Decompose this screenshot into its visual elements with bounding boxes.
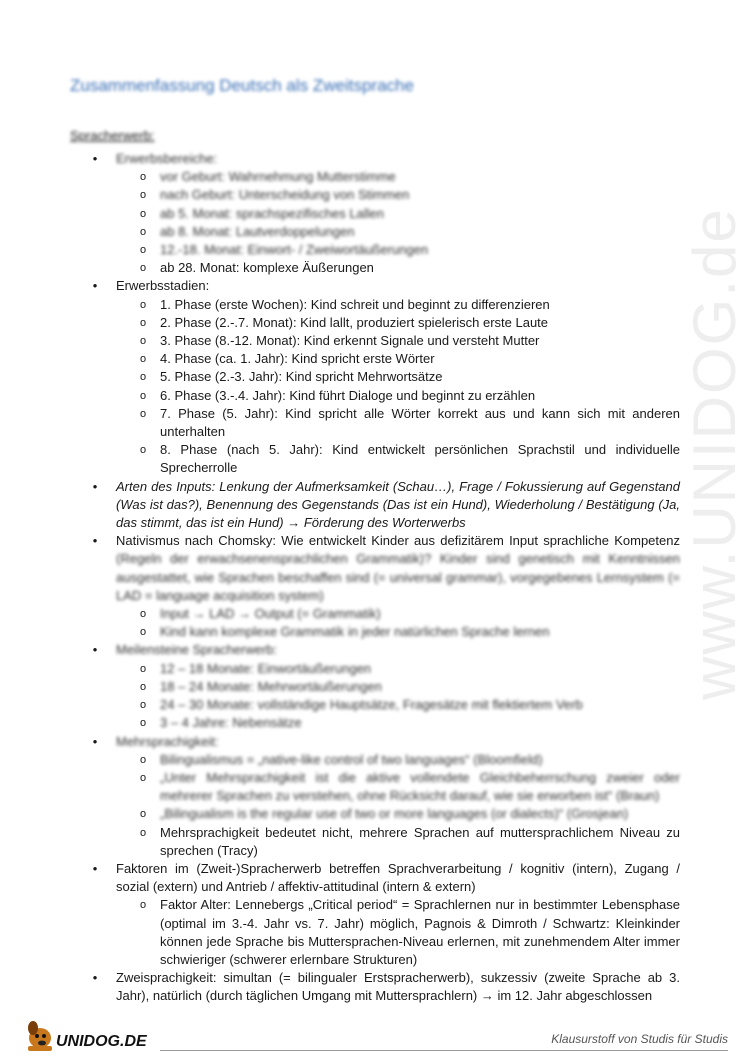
circle-bullet-icon: o: [140, 189, 147, 202]
sub-bullet-item: [90, 205, 680, 223]
sub-bullet-item: [90, 896, 680, 969]
bullet-icon: •: [92, 970, 98, 986]
sub-bullet-item: [90, 332, 680, 350]
item-text: Arten des Inputs: Lenkung der Aufmerksamkeit (Schau…), Frage / Fokussierung auf Gegenstand (Was ist das?), Benennung des Gegenstands (Das ist ein Hund), Wiederholung / Bestätigung (Ja, das stimmt, das ist ein Hund) → Förderung des Worterwerbs: [116, 478, 680, 531]
item-text: Mehrsprachigkeit bedeutet nicht, mehrere Sprachen auf muttersprachlichem Niveau zu sprechen (Tracy): [160, 824, 680, 858]
item-text: Input → LAD → Output (= Grammatik): [160, 606, 381, 622]
sub-bullet-item: [90, 605, 680, 623]
bullet-item: [90, 969, 680, 1005]
item-text: Erwerbsstadien:: [116, 278, 210, 294]
circle-bullet-icon: o: [140, 244, 147, 257]
sub-bullet-item: [90, 387, 680, 405]
watermark: www.UNIDOG.de: [681, 207, 748, 700]
circle-bullet-icon: o: [140, 717, 147, 730]
sub-bullet-item: [90, 368, 680, 386]
sub-bullet-item: [90, 405, 680, 441]
item-text: Zweisprachigkeit: simultan (= bilingualer Erstspracherwerb), sukzessiv (zweite Sprache ab 3. Jahr), natürlich (durch täglichen Umgang mit Muttersprachlern) → im 12. Jahr abgeschlossen: [116, 970, 680, 1004]
bullet-icon: •: [92, 478, 98, 494]
sub-bullet-item: [90, 296, 680, 314]
sub-bullet-item: [90, 714, 680, 732]
footer-tagline: Klausurstoff von Studis für Studis: [551, 1032, 728, 1046]
item-text: 4. Phase (ca. 1. Jahr): Kind spricht erste Wörter: [160, 351, 435, 367]
circle-bullet-icon: o: [140, 298, 147, 311]
sub-bullet-item: [90, 623, 680, 641]
bullet-icon: •: [92, 533, 98, 549]
circle-bullet-icon: o: [140, 899, 147, 912]
bullet-item: [90, 478, 680, 533]
item-text: 18 – 24 Monate: Mehrwortäußerungen: [160, 678, 382, 694]
sub-bullet-item: [90, 805, 680, 823]
item-text: 12 – 18 Monate: Einwortäußerungen: [160, 660, 372, 676]
circle-bullet-icon: o: [140, 262, 147, 275]
circle-bullet-icon: o: [140, 207, 147, 220]
item-text: Meilensteine Spracherwerb:: [116, 642, 278, 658]
bullet-item: [90, 277, 680, 295]
item-text: Nativismus nach Chomsky: Wie entwickelt Kinder aus defizitärem Input sprachliche Kompetenz: [116, 533, 680, 549]
sub-bullet-item: [90, 314, 680, 332]
circle-bullet-icon: o: [140, 608, 147, 621]
item-text-continued: (Regeln der erwachsenensprachlichen Grammatik)? Kinder sind genetisch mit Kenntnissen ausgestattet, wie Sprachen beschaffen sind (= universal grammar), vorgegebenes Lernsystem (= LAD = language acquisition system): [116, 551, 680, 603]
item-text: nach Geburt: Unterscheidung von Stimmen: [160, 187, 410, 203]
circle-bullet-icon: o: [140, 699, 147, 712]
circle-bullet-icon: o: [140, 753, 147, 766]
sub-bullet-item: [90, 824, 680, 860]
circle-bullet-icon: o: [140, 808, 147, 821]
item-text: Kind kann komplexe Grammatik in jeder natürlichen Sprache lernen: [160, 624, 550, 640]
item-text: 12.-18. Monat: Einwort- / Zweiwortäußerungen: [160, 242, 429, 258]
bullet-icon: •: [92, 642, 98, 658]
item-text: Faktor Alter: Lennebergs „Critical period“ = Sprachlernen nur in bestimmter Lebensphase (optimal im 3.-4. Jahr vs. 7. Jahr) möglich, Pagnois & Dimroth / Schwartz: Kleinkinder können jede Sprache bis Muttersprachen-Niveau erlernen, mit zunehmendem Alter immer schwieriger (schwerer erlernbare Strukturen): [160, 897, 680, 967]
bullet-item: [90, 532, 680, 605]
circle-bullet-icon: o: [140, 626, 147, 639]
item-text: 2. Phase (2.-.7. Monat): Kind lallt, produziert spielerisch erste Laute: [160, 314, 549, 330]
circle-bullet-icon: o: [140, 771, 147, 784]
item-text: „Unter Mehrsprachigkeit ist die aktive vollendete Gleichbeherrschung zweier oder mehrerer Sprachen zu verstehen, ohne Rücksicht darauf, wie sie erworben ist“ (Braun): [160, 769, 680, 804]
content-list: [90, 150, 680, 1006]
item-text: 24 – 30 Monate: vollständige Hauptsätze, Fragesätze mit flektiertem Verb: [160, 697, 583, 713]
circle-bullet-icon: o: [140, 225, 147, 238]
sub-bullet-item: [90, 678, 680, 696]
circle-bullet-icon: o: [140, 353, 147, 366]
bullet-icon: •: [92, 151, 98, 166]
item-text: 3. Phase (8.-12. Monat): Kind erkennt Signale und versteht Mutter: [160, 333, 540, 349]
unidog-logo: [20, 1014, 170, 1054]
item-text: 1. Phase (erste Wochen): Kind schreit und beginnt zu differenzieren: [160, 296, 550, 312]
sub-bullet-item: [90, 186, 680, 204]
circle-bullet-icon: o: [140, 444, 147, 457]
sub-bullet-item: [90, 259, 680, 277]
item-text: Faktoren im (Zweit-)Spracherwerb betreffen Sprachverarbeitung / kognitiv (intern), Zugang / sozial (extern) und Antrieb / affektiv-attitudinal (intern & extern): [116, 860, 680, 895]
item-text: vor Geburt: Wahrnehmung Mutterstimme: [160, 169, 396, 185]
footer-divider: [160, 1050, 728, 1051]
sub-bullet-item: [90, 223, 680, 241]
circle-bullet-icon: o: [140, 371, 147, 384]
item-text: 7. Phase (5. Jahr): Kind spricht alle Wörter korrekt aus und kann sich mit anderen unterhalten: [160, 405, 680, 440]
item-text: „Bilingualism is the regular use of two or more languages (or dialects)“ (Grosjean): [160, 806, 629, 822]
bullet-icon: •: [92, 860, 98, 876]
item-text: ab 8. Monat: Lautverdoppelungen: [160, 223, 355, 239]
sub-bullet-item: [90, 696, 680, 714]
sub-bullet-item: [90, 241, 680, 259]
circle-bullet-icon: o: [140, 171, 147, 184]
item-text: ab 5. Monat: sprachspezifisches Lallen: [160, 205, 385, 221]
item-text: Bilingualismus = „native-like control of two languages“ (Bloomfield): [160, 751, 543, 767]
bullet-item: [90, 150, 680, 168]
svg-text:UNIDOG.DE: UNIDOG.DE: [56, 1033, 147, 1050]
sub-bullet-item: [90, 350, 680, 368]
bullet-item: [90, 641, 680, 659]
dog-icon: [28, 1021, 52, 1051]
sub-bullet-item: [90, 168, 680, 186]
sub-bullet-item: [90, 769, 680, 805]
bullet-item: [90, 733, 680, 751]
item-text: 3 – 4 Jahre: Nebensätze: [160, 715, 302, 731]
circle-bullet-icon: o: [140, 662, 147, 675]
bullet-icon: •: [92, 278, 98, 294]
circle-bullet-icon: o: [140, 407, 147, 420]
circle-bullet-icon: o: [140, 826, 147, 839]
circle-bullet-icon: o: [140, 680, 147, 693]
document-title: Zusammenfassung Deutsch als Zweitsprache: [70, 76, 414, 95]
circle-bullet-icon: o: [140, 389, 147, 402]
circle-bullet-icon: o: [140, 316, 147, 329]
section-heading: Spracherwerb:: [70, 128, 155, 143]
sub-bullet-item: [90, 660, 680, 678]
item-text: Mehrsprachigkeit:: [116, 733, 219, 749]
item-text: 8. Phase (nach 5. Jahr): Kind entwickelt persönlichen Sprachstil und individuelle Sprecherrolle: [160, 442, 680, 476]
item-text: Erwerbsbereiche:: [116, 151, 218, 166]
item-text: 5. Phase (2.-3. Jahr): Kind spricht Mehrwortsätze: [160, 369, 443, 385]
bullet-icon: •: [92, 733, 98, 749]
sub-bullet-item: [90, 751, 680, 769]
circle-bullet-icon: o: [140, 335, 147, 348]
bullet-item: [90, 860, 680, 896]
sub-bullet-item: [90, 441, 680, 477]
item-text: ab 28. Monat: komplexe Äußerungen: [160, 260, 374, 276]
item-text: 6. Phase (3.-.4. Jahr): Kind führt Dialoge und beginnt zu erzählen: [160, 387, 536, 403]
